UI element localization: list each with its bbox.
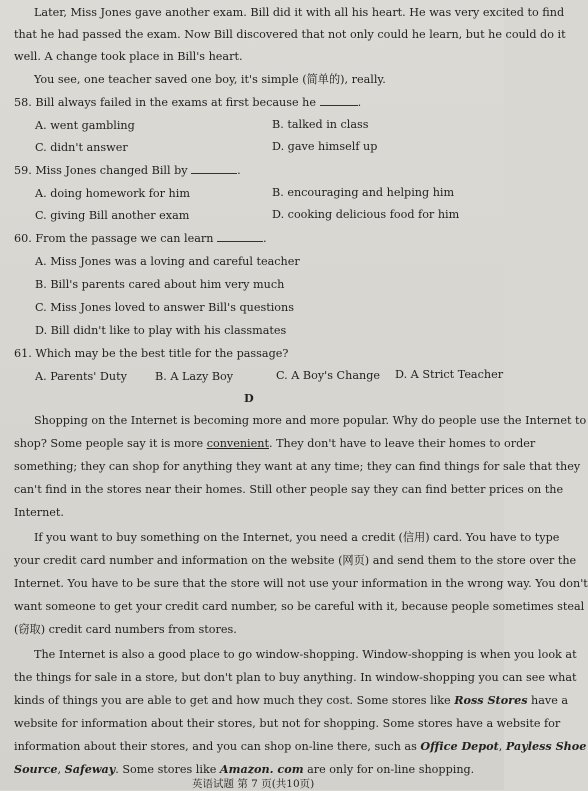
page-footer: 英语试题 第 7 页(共10页) [192,778,315,790]
answer-blank [320,96,358,106]
passage-d-p2-line-5: (窃取) credit card numbers from stores. [14,623,237,636]
passage-d-p2-line-3: Internet. You have to be sure that the store will not use your information in the wrong way. You don't [14,577,588,590]
passage-d-p2-line-2: your credit card number and information on the website (网页) and send them to the store over the [14,554,577,567]
question-60-option-a: A. Miss Jones was a loving and careful teacher [35,255,300,268]
passage-d-p2-line-1: If you want to buy something on the Internet, you need a credit (信用) card. You have to type [34,531,560,544]
passage-d-p3-line-4: website for information about their stores, but not for shopping. Some stores have a website for [14,717,561,730]
question-58-period: . [357,96,362,109]
question-61-option-c: C. A Boy's Change [276,369,380,382]
passage-d-p3-line-2: the things for sale in a store, but don't plan to buy anything. In window-shopping you can see what [14,671,577,684]
passage-text: are only for on-line shopping. [303,763,475,776]
passage-text: have a [527,694,569,707]
question-59-period: . [237,164,241,177]
store-name: Office Depot [420,739,499,753]
intro-line-3: well. A change took place in Bill's heart. [14,50,243,63]
passage-d-p3-line-5 [14,740,586,753]
passage-d-p1-line-1: Shopping on the Internet is becoming more and more popular. Why do people use the Internet to [34,414,587,427]
passage-d-p1-line-5: Internet. [14,506,64,519]
question-60-period: . [263,232,267,245]
question-58-option-b: B. talked in class [272,118,369,131]
passage-d-p1-line-3: something; they can shop for anything they want at any time; they can find things for sale that they [14,460,581,473]
store-name: Ross Stores [454,693,528,707]
question-59-option-d: D. cooking delicious food for him [272,208,460,221]
passage-d-p1-line-2 [14,437,535,450]
passage-d-p3-line-1: The Internet is also a good place to go window-shopping. Window-shopping is when you look at [34,648,577,661]
passage-d-p3-line-6 [14,763,474,776]
passage-text: shop? Some people say it is more [14,437,207,450]
passage-text: kinds of things you are able to get and how much they cost. Some stores like [14,694,455,707]
passage-text: , [57,763,65,776]
passage-d-p1-line-4: can't find in the stores near their homes. Still other people say they can find better prices on the [14,483,564,496]
passage-text: . Some stores like [115,763,220,776]
question-59-text: 59. Miss Jones changed Bill by [14,164,188,177]
answer-blank [217,232,263,242]
store-name: Source [14,762,58,776]
intro-line-2: that he had passed the exam. Now Bill discovered that not only could he learn, but he could do it [14,28,566,41]
store-name: Safeway [64,762,116,776]
question-59-stem [14,164,241,177]
passage-text: . They don't have to leave their homes to order [268,437,536,450]
question-60-text: 60. From the passage we can learn [14,232,214,245]
question-59-option-c: C. giving Bill another exam [35,209,190,222]
question-61-option-b: B. A Lazy Boy [155,370,234,383]
question-59-option-b: B. encouraging and helping him [272,186,455,199]
underlined-word: convenient [206,437,269,450]
question-61-stem: 61. Which may be the best title for the passage? [14,347,289,360]
passage-text: information about their stores, and you can shop on-line there, such as [14,740,421,753]
passage-text: , [498,740,506,753]
store-name: Payless Shoe [505,739,587,753]
section-heading: D [244,391,254,405]
intro-line-4: You see, one teacher saved one boy, it's simple (简单的), really. [34,73,386,86]
question-58-stem [14,96,361,109]
question-60-stem [14,232,267,245]
answer-blank [191,164,237,174]
question-61-option-a: A. Parents' Duty [35,370,127,383]
passage-d-p3-line-3 [14,694,568,707]
question-58-option-d: D. gave himself up [272,140,378,153]
question-58-option-a: A. went gambling [35,119,135,132]
question-61-option-d: D. A Strict Teacher [395,368,504,381]
question-58-text: 58. Bill always failed in the exams at first because he [14,96,316,109]
question-60-option-b: B. Bill's parents cared about him very much [35,278,285,291]
question-60-option-d: D. Bill didn't like to play with his classmates [35,324,287,337]
question-58-option-c: C. didn't answer [35,141,128,154]
question-59-option-a: A. doing homework for him [35,187,190,200]
passage-d-p2-line-4: want someone to get your credit card number, so be careful with it, because people sometimes steal [14,600,585,613]
store-name: Amazon. com [219,762,304,776]
question-60-option-c: C. Miss Jones loved to answer Bill's questions [35,301,294,314]
intro-line-1: Later, Miss Jones gave another exam. Bill did it with all his heart. He was very excited to find [34,6,565,19]
